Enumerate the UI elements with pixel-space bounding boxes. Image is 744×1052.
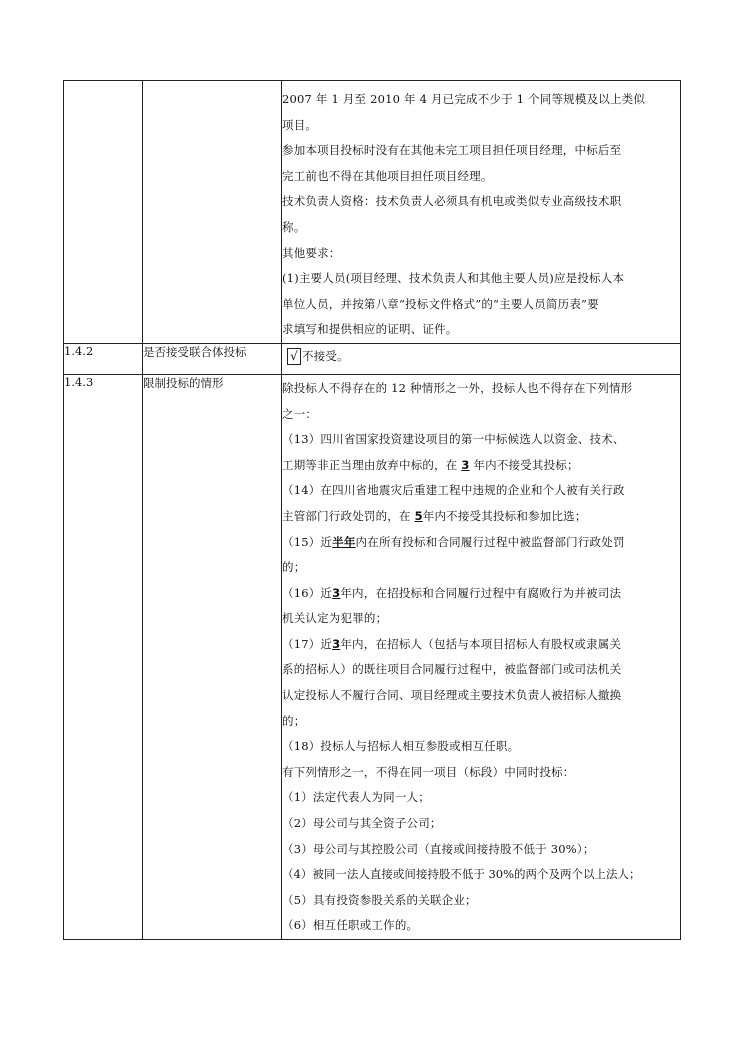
- text-line: 参加本项目投标时没有在其他未完工项目担任项目经理，中标后至: [282, 143, 622, 158]
- text-line: 单位人员，并按第八章“投标文件格式”的“主要人员简历表”要: [282, 296, 599, 311]
- underlined-value: 3: [461, 457, 470, 472]
- item-17: （17）近3年内，在招标人（包括与本项目招标人有股权或隶属关: [282, 636, 622, 651]
- item-17-cont: 的；: [282, 713, 306, 728]
- item-17-cont: 系的招标人）的既往项目合同履行过程中，被监督部门或司法机关: [282, 662, 622, 677]
- list-item: （3）母公司与其控股公司（直接或间接持股不低于 30%）；: [282, 841, 595, 856]
- clause-content: [282, 81, 681, 344]
- underlined-value: 半年: [332, 534, 356, 549]
- item-13: （13）四川省国家投资建设项目的第一中标候选人以资金、技术、: [282, 432, 625, 447]
- text-line: (1)主要人员(项目经理、技术负责人和其他主要人员)应是投标人本: [282, 271, 625, 286]
- table-row: [64, 374, 681, 939]
- list-item: （4）被同一法人直接或间接持股不低于 30%的两个及两个以上法人；: [282, 867, 641, 882]
- text-line: 2007 年 1 月至 2010 年 4 月已完成不少于 1 个同等规模及以上类似: [282, 92, 646, 106]
- item-18: （18）投标人与招标人相互参股或相互任职。: [282, 739, 520, 754]
- text-line: 除投标人不得存在的 12 种情形之一外，投标人也不得存在下列情形: [282, 380, 633, 395]
- text-line: 有下列情形之一，不得在同一项目（标段）中同时投标：: [282, 764, 575, 779]
- item-14-cont: 主管部门行政处罚的，在 5年内不接受其投标和参加比选；: [282, 508, 587, 523]
- underlined-value: 5: [414, 508, 423, 523]
- list-item: （6）相互任职或工作的。: [282, 918, 419, 933]
- text-line: 之一：: [282, 406, 318, 421]
- list-item: （5）具有投资参股关系的关联企业；: [282, 892, 477, 907]
- text-line: 求填写和提供相应的证明、证件。: [282, 322, 458, 337]
- text-line: 称。: [282, 219, 306, 234]
- table-row: [64, 81, 681, 344]
- underlined-value: 3: [332, 636, 341, 651]
- text-line: 项目。: [282, 117, 318, 132]
- clause-label: [143, 81, 282, 344]
- clause-label: 是否接受联合体投标: [143, 343, 282, 374]
- answer-text: 不接受。: [302, 348, 349, 363]
- item-13-cont: 工期等非正当理由放弃中标的，在 3 年内不接受其投标；: [282, 457, 579, 472]
- list-item: （2）母公司与其全资子公司；: [282, 816, 442, 831]
- checkbox-checked: √: [287, 348, 301, 365]
- list-item: （1）法定代表人为同一人；: [282, 790, 430, 805]
- text-line: 完工前也不得在其他项目担任项目经理。: [282, 168, 493, 183]
- clause-number: 1.4.2: [64, 343, 143, 374]
- item-15: （15）近半年内在所有投标和合同履行过程中被监督部门行政处罚: [282, 534, 625, 549]
- clause-number: [64, 81, 143, 344]
- item-15-cont: 的；: [282, 560, 306, 575]
- text-line: 其他要求：: [282, 245, 341, 260]
- underlined-value: 3: [332, 585, 341, 600]
- clause-number: 1.4.3: [64, 374, 143, 939]
- item-16: （16）近3年内，在招投标和合同履行过程中有腐败行为并被司法: [282, 585, 622, 600]
- table-row: [64, 343, 681, 374]
- clause-label: 限制投标的情形: [143, 374, 282, 939]
- item-14: （14）在四川省地震灾后重建工程中违规的企业和个人被有关行政: [282, 483, 625, 498]
- requirements-table: [63, 80, 681, 940]
- item-16-cont: 机关认定为犯罪的；: [282, 611, 388, 626]
- clause-content: [282, 374, 681, 939]
- text-line: 技术负责人资格：技术负责人必须具有机电或类似专业高级技术职: [282, 194, 622, 209]
- item-17-cont: 认定投标人不履行合同、项目经理或主要技术负责人被招标人撤换: [282, 688, 622, 703]
- clause-content: [282, 343, 681, 374]
